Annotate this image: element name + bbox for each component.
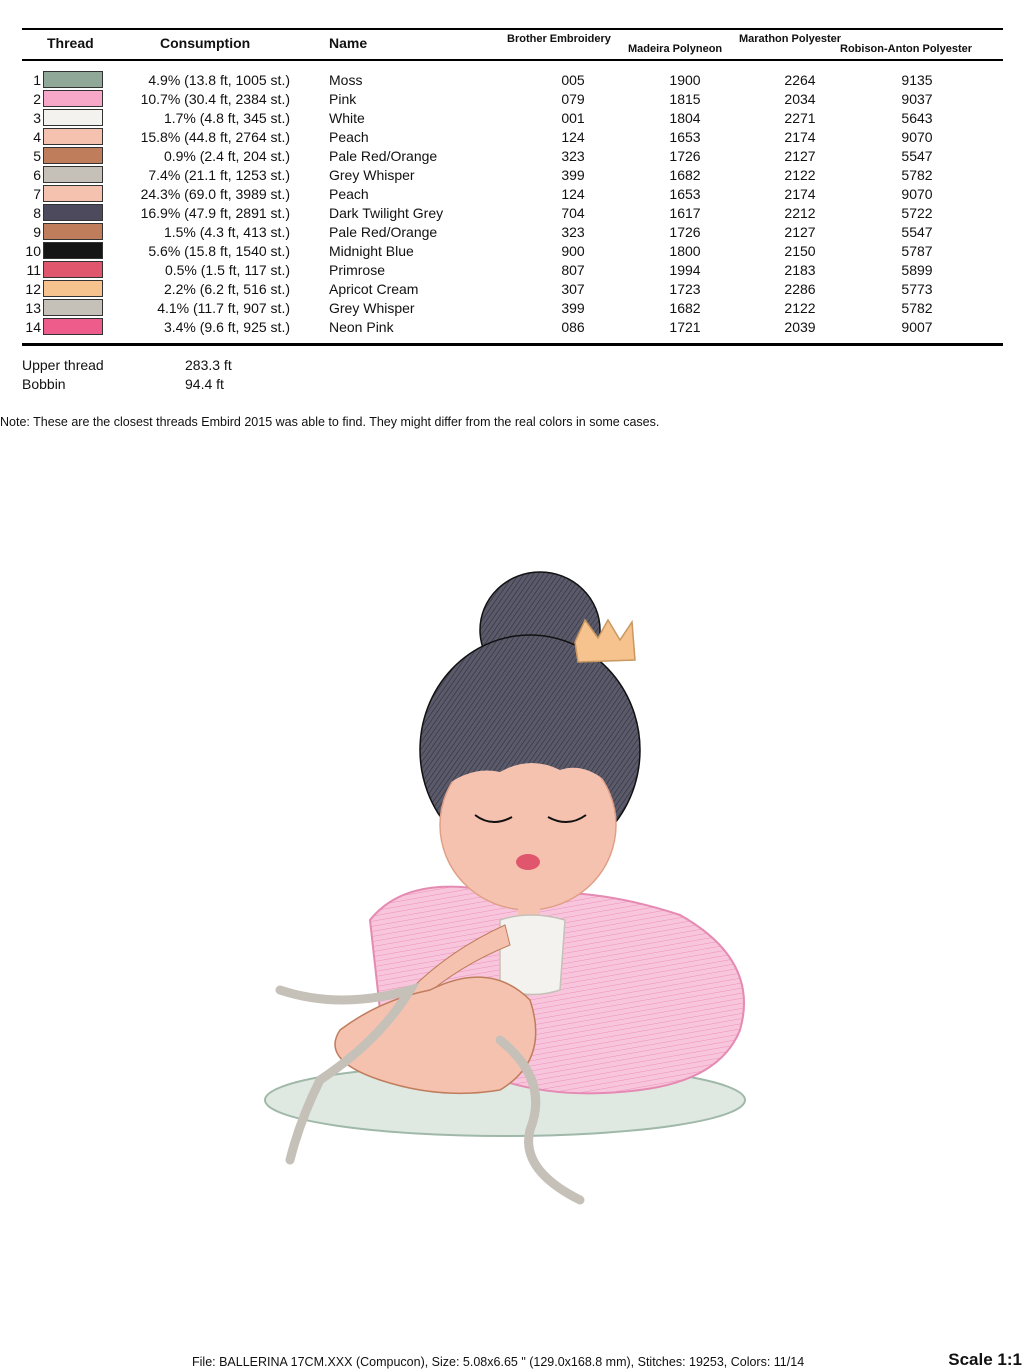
consumption-cell: 4.9% (13.8 ft, 1005 st.)	[148, 72, 290, 88]
color-swatch	[43, 185, 103, 202]
upper-thread-value: 283.3 ft	[185, 357, 232, 373]
robison-code-cell: 9070	[901, 186, 933, 202]
consumption-cell: 0.5% (1.5 ft, 117 st.)	[164, 262, 290, 278]
thread-number: 10	[25, 243, 41, 259]
robison-code-cell: 5782	[901, 300, 933, 316]
brother-code-cell: 399	[561, 300, 585, 316]
table-row	[0, 108, 1024, 127]
table-bottom-rule	[22, 343, 1003, 346]
thread-number: 14	[25, 319, 41, 335]
table-row	[0, 127, 1024, 146]
thread-name-cell: Primrose	[329, 262, 386, 278]
thread-number: 11	[26, 262, 41, 278]
brother-code-cell: 001	[561, 110, 585, 126]
upper-thread-label: Upper thread	[22, 357, 104, 373]
bobbin-label: Bobbin	[22, 376, 66, 392]
table-row	[0, 317, 1024, 336]
table-row	[0, 89, 1024, 108]
thread-name-cell: Pale Red/Orange	[329, 148, 438, 164]
robison-code-cell: 5547	[901, 224, 933, 240]
thread-number: 1	[33, 72, 41, 88]
color-swatch	[43, 280, 103, 297]
brother-code-cell: 086	[561, 319, 585, 335]
table-row	[0, 70, 1024, 89]
thread-number: 12	[25, 281, 41, 297]
madeira-code-cell: 1726	[669, 148, 701, 164]
header-thread: Thread	[47, 35, 94, 51]
madeira-code-cell: 1723	[669, 281, 701, 297]
thread-name-cell: Neon Pink	[329, 319, 394, 335]
table-header-rule	[22, 59, 1003, 61]
robison-code-cell: 5787	[901, 243, 933, 259]
thread-name-cell: Grey Whisper	[329, 167, 415, 183]
robison-code-cell: 9070	[901, 129, 933, 145]
color-swatch	[43, 109, 103, 126]
thread-name-cell: Pink	[329, 91, 357, 107]
thread-name-cell: Moss	[329, 72, 363, 88]
robison-code-cell: 5782	[901, 167, 933, 183]
madeira-code-cell: 1682	[669, 167, 701, 183]
thread-number: 3	[33, 110, 41, 126]
file-info-footer: File: BALLERINA 17CM.XXX (Compucon), Size: 5.08x6.65 " (129.0x168.8 mm), Stitches: 19253, Colors: 11/14	[192, 1355, 805, 1369]
brother-code-cell: 005	[561, 72, 585, 88]
consumption-cell: 24.3% (69.0 ft, 3989 st.)	[140, 186, 290, 202]
marathon-code-cell: 2039	[784, 319, 816, 335]
table-row	[0, 165, 1024, 184]
thread-number: 8	[33, 205, 41, 221]
color-swatch	[43, 71, 103, 88]
robison-code-cell: 5899	[901, 262, 933, 278]
header-madeira: Madeira Polyneon	[628, 43, 723, 55]
marathon-code-cell: 2150	[784, 243, 816, 259]
marathon-code-cell: 2286	[784, 281, 816, 297]
brother-code-cell: 307	[561, 281, 585, 297]
bodice	[500, 915, 565, 995]
marathon-code-cell: 2212	[784, 205, 816, 221]
madeira-code-cell: 1653	[669, 129, 701, 145]
marathon-code-cell: 2183	[784, 262, 816, 278]
thread-name-cell: Dark Twilight Grey	[329, 205, 444, 221]
header-marathon: Marathon Polyester	[739, 33, 842, 45]
marathon-code-cell: 2174	[784, 186, 816, 202]
madeira-code-cell: 1994	[669, 262, 701, 278]
lips	[516, 854, 540, 870]
table-top-rule	[22, 28, 1003, 30]
color-swatch	[43, 204, 103, 221]
header-consumption: Consumption	[160, 35, 251, 51]
robison-code-cell: 9037	[901, 91, 933, 107]
madeira-code-cell: 1815	[669, 91, 701, 107]
header-robison: Robison-Anton Polyester	[840, 43, 973, 55]
thread-name-cell: White	[329, 110, 365, 126]
thread-number: 5	[33, 148, 41, 164]
table-row	[0, 222, 1024, 241]
thread-number: 7	[33, 186, 41, 202]
consumption-cell: 15.8% (44.8 ft, 2764 st.)	[140, 129, 290, 145]
robison-code-cell: 5773	[901, 281, 933, 297]
consumption-cell: 1.5% (4.3 ft, 413 st.)	[163, 224, 290, 240]
header-brother: Brother Embroidery	[507, 33, 611, 45]
thread-name-cell: Midnight Blue	[329, 243, 414, 259]
table-row	[0, 146, 1024, 165]
madeira-code-cell: 1721	[669, 319, 701, 335]
thread-number: 4	[33, 129, 41, 145]
table-row	[0, 241, 1024, 260]
thread-number: 2	[33, 91, 41, 107]
color-swatch	[43, 242, 103, 259]
brother-code-cell: 124	[561, 129, 585, 145]
robison-code-cell: 5547	[901, 148, 933, 164]
marathon-code-cell: 2264	[784, 72, 816, 88]
brother-code-cell: 807	[561, 262, 585, 278]
consumption-cell: 10.7% (30.4 ft, 2384 st.)	[140, 91, 290, 107]
brother-code-cell: 900	[561, 243, 585, 259]
table-row	[0, 279, 1024, 298]
color-swatch	[43, 128, 103, 145]
marathon-code-cell: 2271	[784, 110, 816, 126]
color-swatch	[43, 223, 103, 240]
marathon-code-cell: 2122	[784, 167, 816, 183]
table-row	[0, 203, 1024, 222]
color-swatch	[43, 261, 103, 278]
marathon-code-cell: 2122	[784, 300, 816, 316]
thread-table	[0, 70, 1024, 336]
thread-name-cell: Peach	[329, 129, 369, 145]
madeira-code-cell: 1617	[669, 205, 701, 221]
consumption-cell: 7.4% (21.1 ft, 1253 st.)	[148, 167, 290, 183]
consumption-cell: 3.4% (9.6 ft, 925 st.)	[163, 319, 290, 335]
consumption-cell: 2.2% (6.2 ft, 516 st.)	[163, 281, 290, 297]
consumption-cell: 4.1% (11.7 ft, 907 st.)	[157, 300, 290, 316]
robison-code-cell: 9007	[901, 319, 933, 335]
table-row	[0, 298, 1024, 317]
thread-name-cell: Pale Red/Orange	[329, 224, 438, 240]
color-swatch	[43, 166, 103, 183]
robison-code-cell: 5643	[901, 110, 933, 126]
color-swatch	[43, 90, 103, 107]
bobbin-value: 94.4 ft	[185, 376, 224, 392]
thread-number: 6	[33, 167, 41, 183]
robison-code-cell: 9135	[901, 72, 933, 88]
marathon-code-cell: 2127	[784, 148, 816, 164]
brother-code-cell: 124	[561, 186, 585, 202]
thread-number: 13	[25, 300, 41, 316]
madeira-code-cell: 1800	[669, 243, 701, 259]
consumption-cell: 1.7% (4.8 ft, 345 st.)	[163, 110, 290, 126]
madeira-code-cell: 1653	[669, 186, 701, 202]
brother-code-cell: 399	[561, 167, 585, 183]
table-row	[0, 260, 1024, 279]
color-swatch	[43, 318, 103, 335]
consumption-cell: 16.9% (47.9 ft, 2891 st.)	[140, 205, 290, 221]
scale-label: Scale 1:1	[948, 1350, 1022, 1369]
brother-code-cell: 704	[561, 205, 585, 221]
color-swatch	[43, 147, 103, 164]
color-swatch	[43, 299, 103, 316]
consumption-cell: 0.9% (2.4 ft, 204 st.)	[163, 148, 290, 164]
thread-name-cell: Peach	[329, 186, 369, 202]
thread-name-cell: Apricot Cream	[329, 281, 419, 297]
madeira-code-cell: 1726	[669, 224, 701, 240]
brother-code-cell: 323	[561, 148, 585, 164]
consumption-cell: 5.6% (15.8 ft, 1540 st.)	[148, 243, 290, 259]
robison-code-cell: 5722	[901, 205, 933, 221]
table-row	[0, 184, 1024, 203]
thread-note: Note: These are the closest threads Embird 2015 was able to find. They might differ from the real colors in some cases.	[0, 415, 660, 429]
brother-code-cell: 079	[561, 91, 585, 107]
marathon-code-cell: 2034	[784, 91, 816, 107]
marathon-code-cell: 2174	[784, 129, 816, 145]
madeira-code-cell: 1804	[669, 110, 701, 126]
header-name: Name	[329, 35, 368, 51]
thread-name-cell: Grey Whisper	[329, 300, 415, 316]
madeira-code-cell: 1682	[669, 300, 701, 316]
thread-number: 9	[33, 224, 41, 240]
madeira-code-cell: 1900	[669, 72, 701, 88]
brother-code-cell: 323	[561, 224, 585, 240]
marathon-code-cell: 2127	[784, 224, 816, 240]
embroidery-design-preview	[260, 560, 760, 1220]
crown	[575, 620, 635, 662]
